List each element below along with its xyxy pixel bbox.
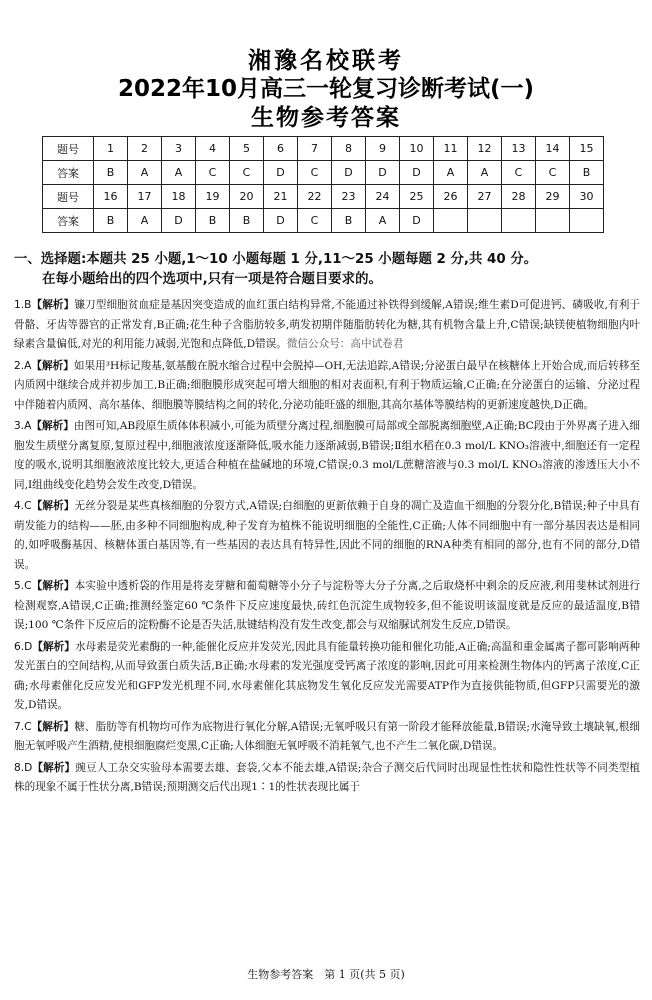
explanation-item — [14, 497, 640, 575]
explanation-item — [14, 577, 640, 636]
item-text: 无丝分裂是某些真核细胞的分裂方式,A错误;白细胞的更新依赖于自身的凋亡及造血干细胞的分裂分化,B错误;种子中具有萌发能力的结构——胚,由多种不同细胞构成,种子发育为植株不能说明细胞的全能性,C正确;人体不同细胞中有一部分基因表达是相同的,如呼吸酶基因、核糖体蛋白基因等,有一些基因的表达具有特异性,因此不同的细胞的RNA种类有相同的部分,也有不同的部分,D错误。 — [14, 500, 641, 571]
answer-cell: 10 — [400, 137, 434, 161]
analysis-tag: 【解析】 — [31, 720, 75, 733]
answer-cell: 25 — [400, 185, 434, 209]
answer-cell: B — [570, 161, 604, 185]
exam-name-title: 2022年10月高三一轮复习诊断考试(一) — [117, 76, 535, 102]
answer-cell: 23 — [332, 185, 366, 209]
item-number: 2.A — [14, 359, 32, 372]
row-label: 答案 — [43, 161, 94, 185]
watermark-text: 微信公众号：高中试卷君 — [286, 338, 404, 350]
explanation-item — [14, 296, 640, 355]
answer-cell: 29 — [536, 185, 570, 209]
answer-cell: D — [264, 161, 298, 185]
section-heading — [14, 250, 644, 290]
answer-cell: 17 — [128, 185, 162, 209]
answer-cell: C — [502, 161, 536, 185]
item-text: 镰刀型细胞贫血症是基因突变造成的血红蛋白结构异常,不能通过补铁得到缓解,A错误;维生素D可促进钙、磷吸收,有利于骨骼、牙齿等器官的正常发育,B正确;花生种子含脂肪较多,萌发初期伴随脂肪转化为糖,其有机物含量上升,C错误;缺镁使植物细胞内叶绿素含量偏低,对光的利用能力减弱,光饱和点降低,D错误。 — [14, 299, 641, 350]
answer-cell: 14 — [536, 137, 570, 161]
answer-cell: C — [536, 161, 570, 185]
exam-org-title: 湘豫名校联考 — [248, 48, 404, 74]
answer-cell: 1 — [94, 137, 128, 161]
answer-cell: 18 — [162, 185, 196, 209]
answer-table-row — [43, 185, 604, 209]
answer-cell: B — [196, 209, 230, 233]
answer-key-title: 生物参考答案 — [251, 105, 401, 131]
analysis-tag: 【解析】 — [31, 359, 74, 372]
answer-cell: A — [128, 161, 162, 185]
answer-cell: 15 — [570, 137, 604, 161]
answer-cell: 28 — [502, 185, 536, 209]
answer-cell: 9 — [366, 137, 400, 161]
answer-cell — [468, 209, 502, 233]
answer-cell: 22 — [298, 185, 332, 209]
item-number: 7.C — [14, 720, 32, 733]
answer-cell: D — [162, 209, 196, 233]
answer-cell: B — [94, 209, 128, 233]
answer-cell: C — [230, 161, 264, 185]
answer-cell: 2 — [128, 137, 162, 161]
answer-cell: D — [366, 161, 400, 185]
answer-table-row — [43, 209, 604, 233]
answer-cell: 20 — [230, 185, 264, 209]
answer-cell: C — [298, 209, 332, 233]
answer-cell: A — [162, 161, 196, 185]
answer-cell: A — [468, 161, 502, 185]
answer-cell: 13 — [502, 137, 536, 161]
answer-cell: 27 — [468, 185, 502, 209]
section-heading-line1: 一、选择题:本题共 25 小题,1～10 小题每题 1 分,11～25 小题每题 2 分,共 40 分。 — [14, 252, 538, 267]
section-heading-line2: 在每小题给出的四个选项中,只有一项是符合题目要求的。 — [42, 272, 382, 287]
answer-cell — [434, 209, 468, 233]
row-label: 题号 — [43, 137, 94, 161]
item-text: 由图可知,AB段原生质体体积减小,可能为质壁分离过程,细胞膜可局部或全部脱离细胞壁,A正确;BC段由于外界离子进入细胞发生质壁分离复原,复原过程中,细胞液浓度逐渐降低,吸水能力逐渐减弱,B错误;Ⅱ组水稻在0.3 mol/L KNO₃溶液中,细胞还有一定程度的吸水,说明其细胞液浓度比较大,更适合种植在盐碱地的环境,C错误;0.3 mol/L蔗糖溶液与0.3 mol/L KNO₃溶液的渗透压大小不同,Ⅰ组曲线变化趋势会发生改变,D错误。 — [14, 420, 640, 491]
item-number: 3.A — [14, 420, 32, 432]
explanation-item — [14, 718, 640, 757]
answer-cell: 16 — [94, 185, 128, 209]
answer-cell: 19 — [196, 185, 230, 209]
explanation-item — [14, 417, 640, 495]
answer-cell: 8 — [332, 137, 366, 161]
analysis-tag: 【解析】 — [32, 761, 76, 774]
answer-cell — [536, 209, 570, 233]
answer-table — [42, 136, 604, 233]
analysis-tag: 【解析】 — [31, 420, 74, 432]
answer-cell: C — [298, 161, 332, 185]
answer-cell — [570, 209, 604, 233]
explanation-item — [14, 357, 640, 416]
answer-cell: D — [400, 209, 434, 233]
answer-cell: 21 — [264, 185, 298, 209]
answer-cell: 6 — [264, 137, 298, 161]
answer-cell: 30 — [570, 185, 604, 209]
item-text: 如果用³H标记羧基,氨基酸在脱水缩合过程中会脱掉—OH,无法追踪,A错误;分泌蛋白最早在核糖体上开始合成,而后转移至内质网中继续合成并初步加工,B正确;细胞膜形成突起可增大细胞的相对表面积,有利于物质运输,C正确;在分泌蛋白的运输、分泌过程中伴随着内质网、高尔基体、细胞膜等膜结构之间的转化,分泌功能旺盛的细胞,其高尔基体等膜结构的更新速度越快,D正确。 — [14, 359, 640, 411]
item-text: 糖、脂肪等有机物均可作为底物进行氧化分解,A错误;无氧呼吸只有第一阶段才能释放能量,B错误;水淹导致土壤缺氧,根细胞无氧呼吸产生酒精,使根细胞腐烂变黑,C正确;人体细胞无氧呼吸不消耗氧气,也不产生二氧化碳,D错误。 — [14, 720, 641, 752]
answer-cell: B — [94, 161, 128, 185]
explanation-list — [14, 296, 640, 800]
answer-cell — [502, 209, 536, 233]
analysis-tag: 【解析】 — [31, 299, 75, 311]
explanation-item — [14, 638, 640, 716]
item-number: 1.B — [14, 299, 32, 311]
answer-cell: 26 — [434, 185, 468, 209]
answer-table-row — [43, 161, 604, 185]
item-number: 4.C — [14, 500, 32, 512]
item-number: 6.D — [14, 640, 33, 653]
answer-cell: 11 — [434, 137, 468, 161]
analysis-tag: 【解析】 — [31, 580, 75, 592]
answer-cell: C — [196, 161, 230, 185]
row-label: 题号 — [43, 185, 94, 209]
item-text: 豌豆人工杂交实验母本需要去雄、套袋,父本不能去雄,A错误;杂合子测交后代同时出现显性性状和隐性性状等不同类型植株的现象不属于性状分离,B错误;预期测交后代出现1∶1的性状表现比属于 — [14, 761, 641, 793]
answer-table-row — [43, 137, 604, 161]
answer-cell: D — [264, 209, 298, 233]
answer-cell: 24 — [366, 185, 400, 209]
answer-cell: B — [230, 209, 264, 233]
answer-cell: 3 — [162, 137, 196, 161]
item-number: 5.C — [14, 580, 32, 592]
answer-cell: 4 — [196, 137, 230, 161]
item-number: 8.D — [14, 761, 33, 774]
answer-cell: D — [400, 161, 434, 185]
analysis-tag: 【解析】 — [32, 640, 75, 653]
answer-cell: A — [128, 209, 162, 233]
analysis-tag: 【解析】 — [31, 500, 75, 512]
answer-cell: D — [332, 161, 366, 185]
explanation-item — [14, 759, 640, 798]
answer-cell: A — [434, 161, 468, 185]
item-text: 水母素是荧光素酶的一种,能催化反应并发荧光,因此具有能量转换功能和催化功能,A正确;高温和重金属离子都可影响两种发光蛋白的空间结构,从而导致蛋白质失活,B正确;水母素的发光强度受钙离子浓度的影响,因此可用来检测生物体内的钙离子浓度,C正确;水母素催化反应发光和GFP发光机理不同,水母素催化其底物发生氧化反应发光需要ATP作为直接供能物质,但GFP只需要光的激发,D错误。 — [14, 640, 640, 711]
answer-cell: 5 — [230, 137, 264, 161]
answer-cell: 12 — [468, 137, 502, 161]
item-text: 本实验中透析袋的作用是将麦芽糖和葡萄糖等小分子与淀粉等大分子分离,之后取烧杯中剩余的反应液,利用斐林试剂进行检测观察,A错误,C正确;推测经鉴定60 ℃条件下反应速度最快,砖红色沉淀生成物较多,但不能说明该温度就是反应的最适温度,B错误;100 ℃条件下反应后的淀粉酶不论是否失活,肽键结构没有发生改变,都会与双缩脲试剂发生反应,D错误。 — [14, 580, 640, 631]
page-footer: 生物参考答案 第 1 页(共 5 页) — [247, 968, 405, 981]
answer-cell: A — [366, 209, 400, 233]
answer-cell: 7 — [298, 137, 332, 161]
answer-cell: B — [332, 209, 366, 233]
row-label: 答案 — [43, 209, 94, 233]
